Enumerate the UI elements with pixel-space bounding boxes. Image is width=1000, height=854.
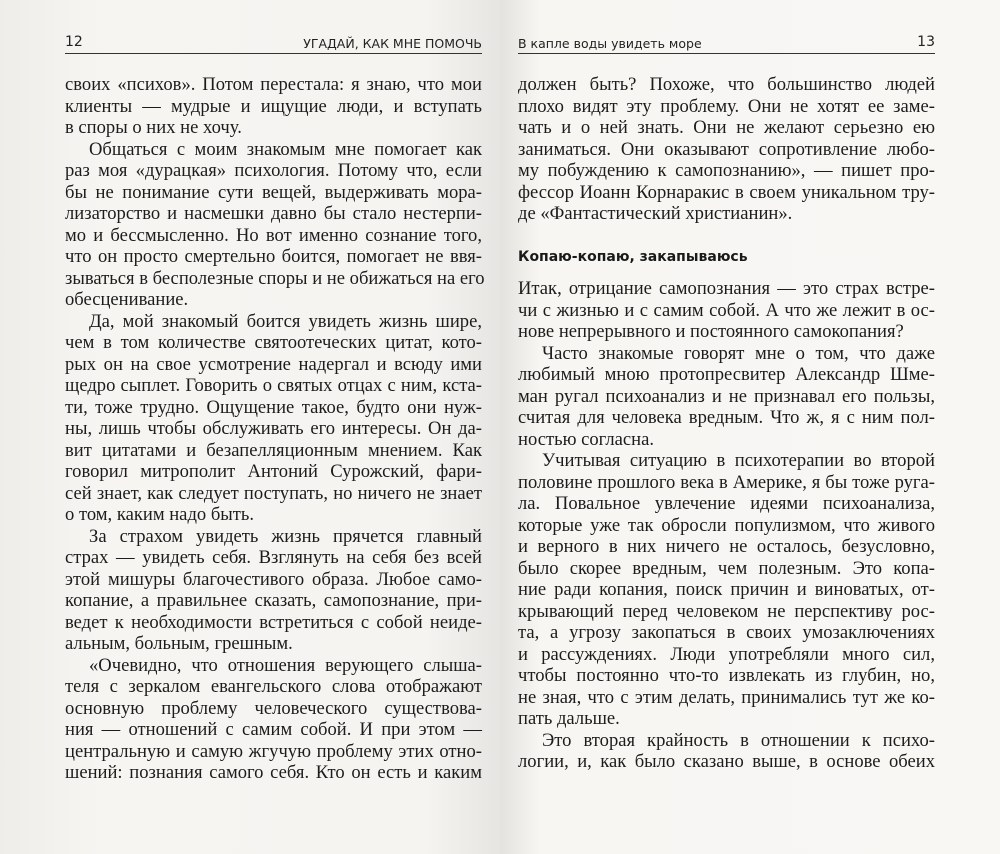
text-line: должен быть? Похоже, что большинство людей (518, 74, 935, 95)
text-line: Общаться с моим знакомым мне помогает как (89, 138, 482, 160)
paragraph (65, 74, 482, 139)
paragraph (65, 311, 482, 526)
text-line: зываться в бесполезные споры и не обижаться на его (65, 267, 485, 289)
text-line: чи с жизнью и с самим собой. А что же лежит в ос- (518, 299, 935, 321)
text-line: Это вторая крайность в отношении к психо- (542, 729, 935, 751)
text-line: было скорее вредным, чем полезным. Это копа- (518, 557, 935, 579)
text-line: в споры о них не хочу. (65, 117, 242, 138)
text-line: любимый мною протопресвитер Александр Шме- (518, 364, 935, 385)
text-line: половине прошлого века в Америке, я бы тоже руга- (518, 471, 935, 493)
section-heading: Копаю-копаю, закапываюсь (518, 248, 748, 265)
text-line: и рассуждениях. Люди употребляли много сил, (518, 643, 935, 665)
text-line: ти, тоже трудно. Ощущение такое, будто они нуж- (65, 396, 482, 418)
paragraph (518, 74, 935, 225)
text-line: сей знает, как следует поступать, но ничего не знает (65, 482, 482, 504)
text-line: му побуждению к самопознанию», — пишет про- (518, 160, 935, 181)
text-line: За страхом увидеть жизнь прячется главный (89, 525, 482, 547)
paragraph (65, 526, 482, 655)
text-line: та, а угрозу закопаться в своих умозаключениях (518, 622, 935, 643)
text-line: ведет к необходимости встретиться с собой неиде- (65, 611, 482, 633)
text-line: логии, и, как было сказано выше, в основе обеих (518, 751, 935, 772)
running-title: УГАДАЙ, КАК МНЕ ПОМОЧЬ (303, 36, 482, 51)
text-line: лизаторство и насмешки давно бы стало нестерпи- (65, 203, 482, 224)
text-line: этой мишуры благочестивого образа. Любое само- (65, 568, 482, 590)
paragraph (518, 343, 935, 451)
text-line: ла. Повальное увлечение идеями психоанализа, (518, 493, 935, 514)
text-line: чтобы постоянно что-то извлекать из глубин, но, (518, 665, 935, 686)
text-line: основную проблему человеческого существова- (65, 697, 482, 719)
text-line: которые уже так обросли популизмом, что живого (518, 514, 935, 536)
text-line: Часто знакомые говорят мне о том, что даже (542, 342, 935, 364)
text-line: плохо видят эту проблему. Они не хотят ее заме- (518, 95, 935, 117)
text-line: мо и бессмысленно. Но вот именно сознание того, (65, 224, 482, 246)
page-body (65, 74, 485, 784)
text-line: бы не понимание сути вещей, выдерживать мора- (65, 181, 482, 203)
text-line: ние ради копания, поиск причин и виноватых, от- (518, 579, 935, 600)
page-number: 12 (65, 34, 83, 50)
text-line: своих «психов». Потом перестала: я знаю, что мои (65, 74, 482, 95)
text-line: что он просто смертельно боится, помогает не ввя- (65, 246, 482, 267)
text-line: нове непрерывного и постоянного самокопания? (518, 321, 904, 342)
text-line: Итак, отрицание самопознания — это страх встре- (518, 278, 935, 299)
text-line: Да, мой знакомый боится увидеть жизнь шире, (89, 310, 482, 332)
text-line: клиенты — мудрые и ищущие люди, и вступать (65, 95, 482, 117)
text-line: шений: познания самого себя. Кто он есть и каким (65, 762, 482, 783)
text-line: чать и о ней знать. Они не желают серьезно ею (518, 117, 935, 138)
text-line: рых он на свое усмотрение надергал и всюду ими (65, 353, 482, 375)
text-line: теля с зеркалом евангельского слова отображают (65, 676, 482, 697)
right-page (500, 0, 1000, 854)
paragraph (518, 730, 935, 773)
text-line: ны, лишь чтобы обслуживать его интересы. Он да- (65, 418, 482, 439)
text-line: крывающий перед человеком не перспективу рос- (518, 600, 935, 622)
text-line: страх — увидеть себя. Взглянуть на себя без всей (65, 547, 482, 568)
text-line: «Очевидно, что отношения верующего слыша- (89, 654, 482, 676)
text-line: центральную и самую жгучую проблему этих отно- (65, 740, 482, 762)
running-title: В капле воды увидеть море (518, 36, 702, 51)
text-line: говорил митрополит Антоний Сурожский, фари- (65, 461, 482, 482)
text-line: фессор Иоанн Корнаракис в своем уникальном тру- (518, 181, 935, 203)
text-line: альным, больным, грешным. (65, 633, 293, 654)
text-line: вит цитатами и безапелляционным мнением. Как (65, 439, 482, 461)
text-line: копание, а правильнее сказать, самопознание, при- (65, 590, 482, 611)
running-header (518, 34, 935, 54)
paragraph (518, 450, 935, 730)
text-line: Учитывая ситуацию в психотерапии во второй (542, 450, 935, 471)
text-line: раз моя «дурацкая» психология. Потому что, если (65, 160, 482, 181)
text-line: ния — отношений с самим собой. И при этом — (65, 719, 482, 740)
text-line: ностью согласна. (518, 428, 654, 450)
paragraph (65, 138, 485, 311)
text-line: считая для человека вредным. Что ж, я с ним пол- (518, 407, 935, 428)
text-line: обесценивание. (65, 289, 189, 310)
text-line: чем в том количестве святоотеческих цитат, кото- (65, 332, 482, 353)
text-line: и верного в них ничего не осталось, безусловно, (518, 536, 935, 557)
text-line: щедро сыплет. Говорить о святых отцах с ним, кста- (65, 375, 482, 396)
text-line: не зная, что с этим делать, принимались тут же ко- (518, 686, 935, 708)
page-body (518, 74, 935, 773)
text-line: ман ругал психоанализ и не признавал его пользы, (518, 385, 935, 407)
page-number: 13 (917, 34, 935, 50)
text-line: заниматься. Они оказывают сопротивление любо- (518, 138, 935, 160)
text-line: пать дальше. (518, 708, 620, 729)
running-header (65, 34, 482, 54)
paragraph (518, 278, 935, 343)
paragraph (65, 655, 482, 784)
text-line: де «Фантастический христианин». (518, 203, 793, 224)
text-line: о том, каким надо быть. (65, 504, 255, 525)
